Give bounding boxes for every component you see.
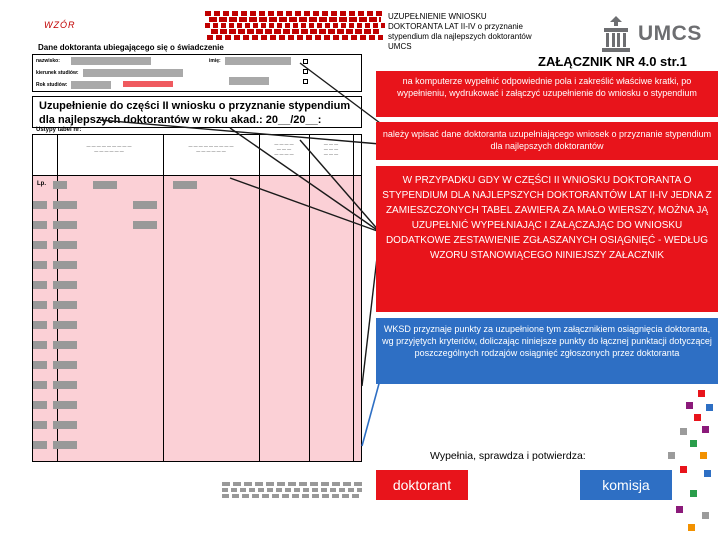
achievements-table: Ustypy tabel nr: Lp. — — — — — — — — — — — — — — — — — — — — — — — — — — — — — — — — — — — — — — — — — — — — — — — — — — <box>32 134 362 462</box>
callout-wksd-points: WKSD przyznaje punkty za uzupełnione tym załącznikiem osiągnięcia doktoranta, wg przyjętych kryteriów, doliczając niniejsze punkty do łącznej punktacji dotyczącej poszczególnych rodzajów osiągnięć zgłoszonych przez doktoranta <box>376 318 718 384</box>
year-label: Rok studiów: <box>36 82 68 88</box>
doktorant-button[interactable]: doktorant <box>376 470 468 500</box>
umcs-logo-text: UMCS <box>638 22 702 45</box>
komisja-button[interactable]: komisja <box>580 470 672 500</box>
attachment-number: ZAŁĄCZNIK NR 4.0 str.1 <box>538 54 687 69</box>
verification-label: Wypełnia, sprawdza i potwierdza: <box>430 450 586 462</box>
surname-label: nazwisko: <box>36 58 60 64</box>
callout-extra-rows: W PRZYPADKU GDY W CZĘŚCI II WNIOSKU DOKTORANTA O STYPENDIUM DLA NAJLEPSZYCH DOKTORANTÓW LAT II-IV JEDNA Z ZAMIESZCZONYCH TABEL ZAWIERA ZA MAŁO WIERSZY, MOŻNA JĄ UZUPEŁNIĆ WYPEŁNIAJĄC I ZAŁĄCZAJĄC DO WNIOSKU DODATKOWE ZESTAWIENIE ZGŁASZANYCH OSIĄGNIĘĆ - WEDŁUG WZORU STANOWIĄCEGO NINIEJSZY ZAŁACZNIK <box>376 166 718 312</box>
form-title: Dane doktoranta ubiegającego się o świadczenie <box>38 43 224 52</box>
uzupelnienie-heading: UZUPEŁNIENIE WNIOSKU DOKTORANTA LAT II-IV o przyznanie stypendium dla najlepszych doktorantów UMCS <box>388 12 532 51</box>
name-label: imię: <box>209 58 221 64</box>
table-label: Ustypy tabel nr: <box>36 127 82 133</box>
section-title-box: Uzupełnienie do części II wniosku o przyznanie stypendium dla najlepszych doktorantów w roku akad.: 20__/20__: <box>32 96 362 128</box>
callout-fill-instructions: na komputerze wypełnić odpowiednie pola i zakreślić właściwe kratki, po wypełnieniu, wydrukować i załączyć uzupełnienie do wniosku o stypendium <box>376 71 718 117</box>
callout-applicant-data: należy wpisać dane doktoranta uzupełniającego wniosek o przyznanie stypendium dla najlepszych doktorantów <box>376 122 718 160</box>
umcs-logo-icon <box>596 14 636 56</box>
watermark-label: WZÓR <box>44 20 76 30</box>
field-of-study-label: kierunek studiów: <box>36 70 79 76</box>
lp-header: Lp. <box>37 181 46 187</box>
